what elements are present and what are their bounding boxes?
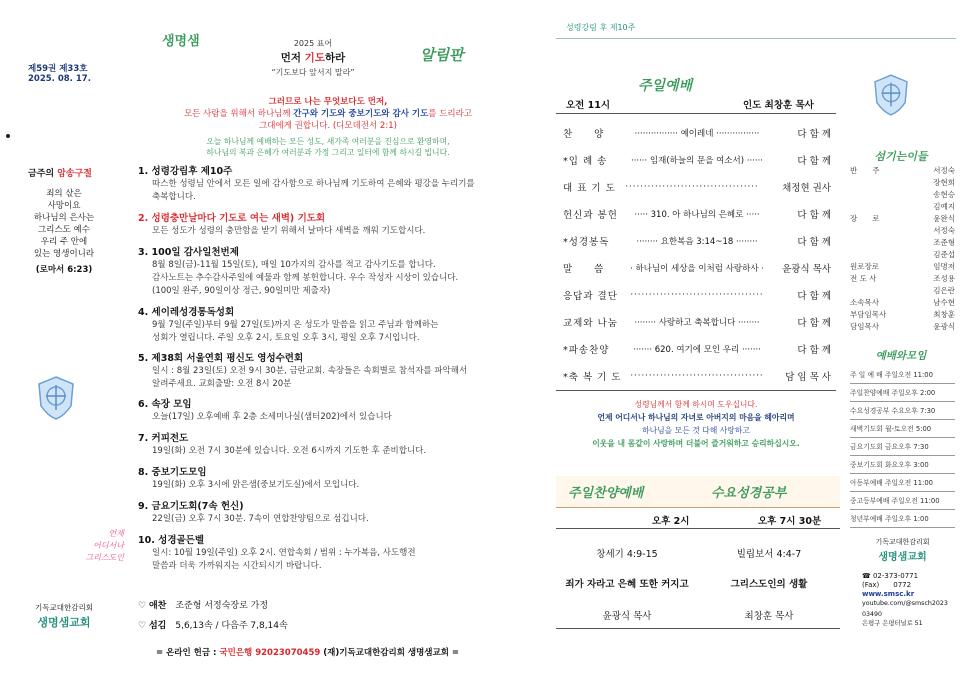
notice-board-title: 알림판 [420,46,464,64]
address: 은평구 은평터널로 51 [862,620,923,627]
notice-item-7: 7. 커피전도 19일(화) 오전 7시 30분에 있습니다. 오전 6시까지 기도한 후 준비합니다. [138,433,427,456]
notice-item-10: 10. 성경골든벨 일시: 10월 19일(주일) 오후 2시. 연합속회 / 범위 : 누가복음, 사도행전 말씀과 더욱 가까워지는 시간되시기 바랍니다. [138,535,416,571]
schedule-row: 중보기도회 화요오후 3:00 [850,456,955,474]
condolence-row: ♡ 애찬 조준형 서정숙장로 가정 [138,601,269,611]
schedule-row: 주 일 예 배 주일오전 11:00 [850,366,955,384]
serve-row: ♡ 섬김 5,6,13속 / 다음주 7,8,14속 [138,621,288,631]
year-motto-sub: “기도보다 앞서지 말라” [271,68,355,77]
order-row: *입 례 송 ······ 임재(하늘의 문을 여소서) ······ 다 함 께 [563,156,831,167]
staff-row: 담임목사 윤광식 [850,322,955,331]
memory-verse-title: 금주의 암송구절 [28,169,92,179]
notice-item-2: 2. 성령충만날마다 기도로 여는 새벽) 기도회 모든 성도가 성령의 충만함을 받기 위해서 날마다 새벽을 깨워 기도합시다. [138,213,426,236]
notice-item-8: 8. 중보기도모임 19일(화) 오후 3시에 맑은샘(중보기도실)에서 모입니다. [138,467,360,490]
staff-row: 장현희 [933,178,955,187]
worship-column [548,0,960,679]
staff-row: 송현승 [933,190,955,199]
issue-date: 2025. 08. 17. [28,74,91,84]
notice-item-3: 3. 100일 감사일천번제 8월 8일(금)-11월 15일(토), 매일 10가지의 감사를 적고 감사기도를 합니다. 감사노트는 추수감사주일에 예물과 함께 봉헌합니다. 우수 작성자 시상이 있습니다. (100일 완주, 90일이상 정근, 90일미만 제출자) [138,247,459,296]
notice-item-4: 4. 세이레성경통독성회 9월 7일(주일)부터 9월 27일(토)까지 온 성도가 말씀을 읽고 주님과 함께하는 성회가 열립니다. 주일 오후 2시, 토요일 오후 3시, 평일 오후 7시입니다. [138,307,439,343]
staff-row: 김준섭 [933,250,955,259]
schedule-row: 수요성경공부 수요오후 7:30 [850,402,955,420]
blessing-message: 성령님께서 함께 하시며 도우십니다. 언제 어디서나 하나님의 자녀로 아버지의 마음을 헤아리며 하나님을 모든 것 다해 사랑하고 이웃을 내 몸같이 사랑하며 더불어 즐거워하고 승리하십시오. [592,400,800,448]
pm-service-time: 오후 2시 [652,516,690,527]
heart-icon: ♡ [138,601,147,611]
bullet-dot [6,134,10,138]
order-row: 말 씀 · 하나님이 세상을 이처럼 사랑하사 · 윤광식 목사 [563,264,831,275]
church-logo-icon [38,376,74,420]
service-title: 주일예배 [638,78,693,94]
church-name: 생명샘교회 [878,552,927,563]
divider [556,528,840,529]
memory-verse-text: 죄의 삯은 사망이요 하나님의 은사는 그리스도 예수 우리 주 안에 있는 영생이니라 (로마서 6:23) [0,188,128,276]
pm-service-title: 주일찬양예배 [568,486,644,501]
brand-title: 생명샘 [162,34,200,49]
pm-sermon: 죄가 자라고 은혜 또한 커지고 [565,579,689,590]
divider [556,628,840,629]
notice-item-9: 9. 금요기도회(7속 헌신) 22일(금) 오후 7시 30분. 7속이 연합찬양팀으로 섬깁니다. [138,501,369,524]
pm-scripture: 창세기 4:9-15 [596,549,658,560]
phone: ☎ 02-373-0771 [862,572,919,580]
church-name: 생명샘교회 [37,616,91,629]
staff-row: 김은란 [933,286,955,295]
wed-scripture: 빌립보서 4:4-7 [736,549,802,560]
staff-row: 김예지 [933,202,955,211]
divider [556,38,956,39]
zip-code: 03490 [862,611,883,618]
order-row: *축 복 기 도 ···································· 담 임 목 사 [563,371,831,383]
staff-row: 조준형 [933,238,955,247]
staff-row: 전 도 사 조성용 [850,274,955,283]
left-column [0,0,128,679]
church-org: 기독교대한감리회 [35,603,93,612]
fax: (Fax) 0772 [862,581,912,589]
staff-row: 소속목사 남수현 [850,298,955,307]
divider [556,390,836,391]
announcements-column [128,0,528,679]
welcome-message: 오늘 하나님께 예배하는 모든 성도, 새가족 여러분을 진심으로 환영하며, 하나님의 복과 은혜가 여러분과 가정 그리고 일터에 함께 하시길 빕니다. [206,137,450,157]
schedule-title: 예배와모임 [875,350,927,362]
wed-sermon: 그리스도인의 생활 [730,579,808,590]
schedule-row: 금요기도회 금요오후 7:30 [850,438,955,456]
schedule-row: 새벽기도회 월-토오전 5:00 [850,420,955,438]
church-logo-icon [874,74,908,116]
week-label: 성령강림 후 제10주 [566,23,636,32]
online-offering: = 온라인 헌금 : 국민은행 92023070459 (재)기독교대한감리회 생명샘교회 = [156,648,460,658]
schedule-list [850,366,955,528]
pm-preacher: 윤광식 목사 [602,611,652,622]
year-motto-label: 2025 표어 [293,39,333,48]
contact-info [862,572,948,628]
volume-number: 제59권 제33호 [28,64,88,74]
wed-study-time: 오후 7시 30분 [758,516,822,527]
website-link[interactable]: www.smsc.kr [862,590,915,598]
schedule-row: 주일찬양예배 주일오후 2:00 [850,384,955,402]
year-motto: 먼저 기도하라 [280,52,346,64]
notice-item-5: 5. 제38회 서울연회 평신도 영성수련회 일시 : 8월 23일(토) 오전 9시 30분, 금란교회. 속장들은 속회별로 참석자를 파악해서 알려주세요. 교회출발: 오전 8시 20분 [138,353,468,389]
service-leader: 인도 최창훈 목사 [743,100,814,111]
youtube-link[interactable]: youtube.com/@smsch2023 [862,600,948,607]
church-org: 기독교대한감리회 [875,538,930,546]
staff-row: 서정숙 [933,226,955,235]
order-row: 응답과 결단 ···································· 다 함 께 [563,290,831,302]
order-row: *파송찬양 ······· 620. 여기에 모인 우리 ······· 다 함 께 [563,345,831,356]
staff-list [850,165,955,333]
memory-verse-ref: (로마서 6:23) [35,265,93,275]
order-row: *성경봉독 ········ 요한복음 3:14~18 ········ 다 함 께 [563,237,831,248]
staff-row: 원로장로 임명저 [850,262,955,271]
order-row: 헌신과 봉헌 ····· 310. 아 하나님의 은혜로 ····· 다 함 께 [563,210,831,221]
staff-title: 섬기는이들 [874,150,928,163]
staff-row: 부담임목사 최창훈 [850,310,955,319]
schedule-row: 청년부예배 주일오후 1:00 [850,510,955,528]
staff-row: 장 로 윤완식 [850,214,955,223]
scripture-passage: 그러므로 나는 무엇보다도 먼저, 모든 사람을 위해서 하나님께 간구와 기도와 중보기도와 감사 기도를 드리라고 그대에게 권합니다. (디모데전서 2:1) [183,97,473,131]
order-row: 교제와 나눔 ········ 사랑하고 축복합니다 ········ 다 함 께 [563,318,831,329]
staff-row: 반 주 서정숙 [850,166,955,175]
notice-item-6: 6. 속장 모임 오늘(17일) 오후예배 후 2층 소세미나실(샘터202)에서 있습니다 [138,399,392,422]
wed-study-title: 수요성경공부 [711,486,787,501]
order-row: 찬 양 ················ 예이레네 ················ 다 함 께 [563,129,831,140]
order-row: 대 표 기 도 ···································· 채정현 권사 [563,182,831,194]
divider [556,113,836,114]
service-time: 오전 11시 [566,100,611,111]
notice-item-1: 1. 성령강림후 제10주 따스한 성령님 안에서 모든 일에 감사함으로 하나님께 기도하여 은혜와 평강을 누리기를 축복합니다. [138,166,475,202]
schedule-row: 중고등부예배 주일오전 11:00 [850,492,955,510]
schedule-row: 아동부예배 주일오전 11:00 [850,474,955,492]
heart-icon: ♡ [138,621,147,631]
wed-preacher: 최창훈 목사 [744,611,794,622]
slogan: 언제 어디서나 그리스도인 [85,529,124,562]
